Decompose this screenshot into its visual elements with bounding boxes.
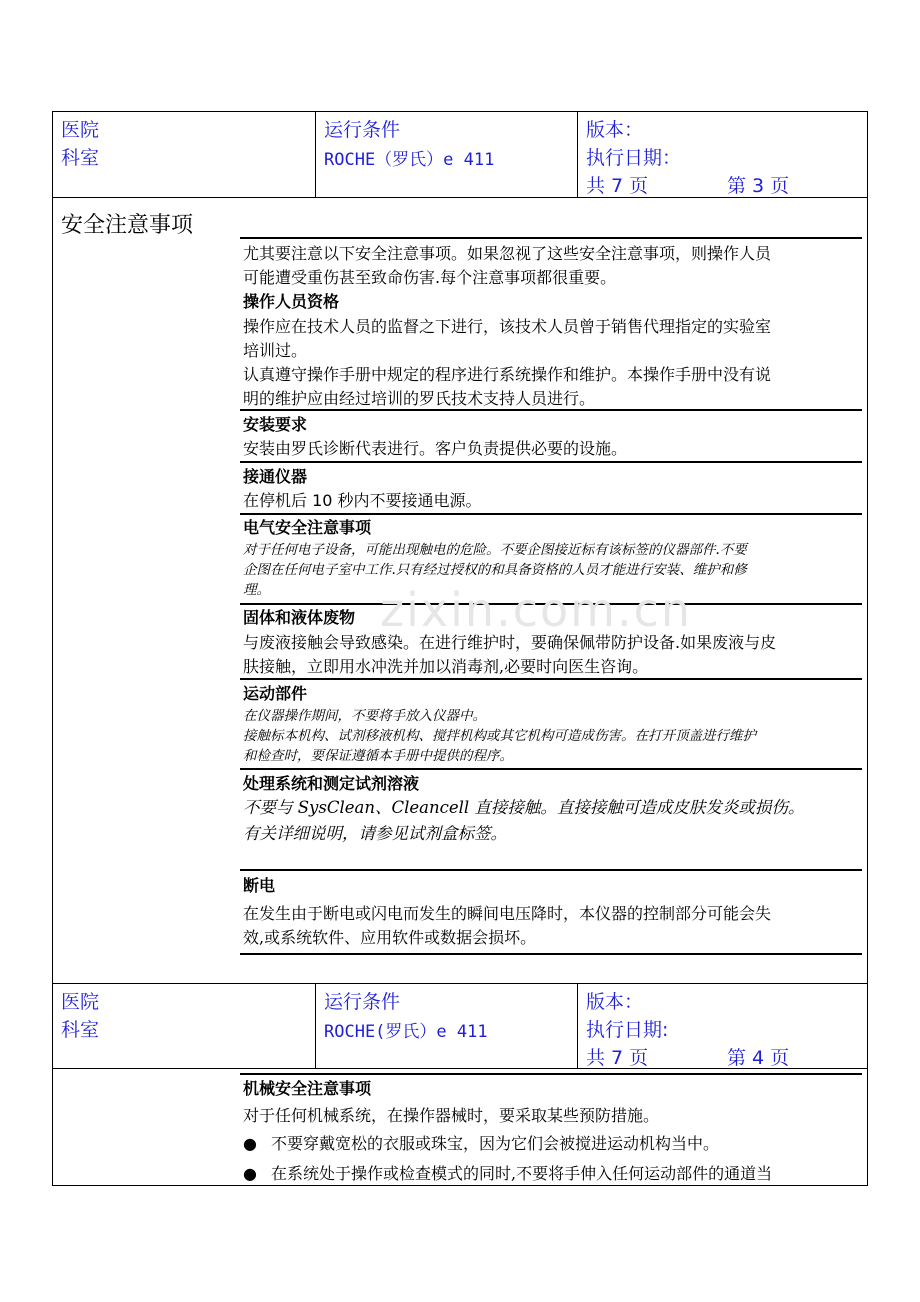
section-title: 安全注意事项 (61, 213, 194, 238)
outage-text (243, 902, 859, 950)
outage-line: 在发生由于断电或闪电而发生的瞬间电压降时，本仪器的控制部分可能会失 (243, 904, 772, 923)
mechanical-bullet: 在系统处于操作或检查模式的同时,不要将手伸入任何运动部件的通道当 (271, 1164, 773, 1183)
divider (240, 953, 862, 955)
install-title: 安装要求 (243, 415, 308, 434)
intro-line: 可能遭受重伤甚至致命伤害.每个注意事项都很重要。 (243, 268, 617, 287)
divider (240, 461, 862, 463)
operator-line: 明的维护应由经过培训的罗氏技术支持人员进行。 (243, 389, 596, 408)
intro-line: 尤其要注意以下安全注意事项。如果忽视了这些安全注意事项，则操作人员 (243, 244, 772, 263)
power-on-text (243, 489, 859, 513)
electric-title: 电气安全注意事项 (243, 518, 372, 537)
power-on-title: 接通仪器 (243, 467, 308, 486)
electric-line: 理。 (243, 582, 270, 598)
moving-line: 和检查时，要保证遵循本手册中提供的程序。 (243, 748, 513, 764)
page-number: 第 3 页 (727, 175, 790, 197)
divider (240, 513, 862, 515)
waste-title: 固体和液体废物 (243, 608, 356, 627)
instrument-name: ROCHE(罗氏）e 411 (324, 1022, 488, 1042)
hospital-label: 医院 (61, 119, 100, 141)
op-condition-label: 运行条件 (324, 991, 401, 1013)
moving-line: 在仪器操作期间，不要将手放入仪器中。 (243, 708, 486, 724)
intro-text (243, 242, 859, 290)
header-table-page-4 (52, 983, 868, 1069)
header-table-page-3 (52, 111, 868, 198)
reagent-title: 处理系统和测定试剂溶液 (243, 774, 420, 793)
instrument-name: ROCHE（罗氏）e 411 (324, 150, 495, 170)
reagent-text (243, 795, 859, 847)
header-cell-version (578, 112, 867, 197)
mechanical-title: 机械安全注意事项 (243, 1079, 372, 1098)
install-line: 安装由罗氏诊断代表进行。客户负责提供必要的设施。 (243, 439, 628, 458)
watermark: zixin.com.cn (380, 583, 693, 637)
department-label: 科室 (61, 147, 100, 169)
power-on-line: 在停机后 10 秒内不要接通电源。 (243, 491, 482, 510)
operator-title: 操作人员资格 (243, 292, 340, 311)
department-label: 科室 (61, 1019, 100, 1041)
operator-line: 培训过。 (243, 341, 308, 360)
exec-date-label: 执行日期: (586, 1019, 669, 1041)
op-condition-label: 运行条件 (324, 119, 401, 141)
operator-line: 操作应在技术人员的监督之下进行，该技术人员曾于销售代理指定的实验室 (243, 317, 772, 336)
version-label: 版本： (586, 119, 644, 141)
waste-line: 与废液接触会导致感染。在进行维护时，要确保佩带防护设备.如果废液与皮 (243, 633, 777, 652)
waste-text (243, 631, 859, 679)
operator-text (243, 315, 859, 411)
divider (240, 409, 862, 411)
moving-line: 接触标本机构、试剂移液机构、搅拌机构或其它机构可造成伤害。在打开顶盖进行维护 (243, 728, 756, 744)
total-pages: 共 7 页 (586, 175, 649, 197)
outage-line: 效,或系统软件、应用软件或数据会损坏。 (243, 928, 537, 947)
bullet-dot-icon: ● (243, 1164, 257, 1183)
divider (240, 1073, 862, 1075)
divider (240, 768, 862, 770)
hospital-label: 医院 (61, 991, 100, 1013)
mechanical-bullet: 不要穿戴宽松的衣服或珠宝，因为它们会被搅进运动机构当中。 (271, 1134, 720, 1153)
header-cell-condition (316, 984, 578, 1068)
exec-date-label: 执行日期： (586, 147, 682, 169)
bullet-dot-icon: ● (243, 1134, 257, 1153)
header-cell-condition (316, 112, 578, 197)
waste-line: 肤接触，立即用水冲洗并加以消毒剂,必要时向医生咨询。 (243, 657, 649, 676)
version-label: 版本： (586, 991, 644, 1013)
operator-line: 认真遵守操作手册中规定的程序进行系统操作和维护。本操作手册中没有说 (243, 365, 772, 384)
page-number: 第 4 页 (727, 1047, 790, 1069)
electric-line: 对于任何电子设备，可能出现触电的危险。不要企图接近标有该标签的仪器部件.不要 (243, 542, 747, 558)
reagent-line: 不要与 SysClean、Cleancell 直接接触。直接接触可造成皮肤发炎或损伤。 (243, 798, 805, 817)
divider (240, 237, 862, 239)
divider (240, 678, 862, 680)
header-cell-hospital (53, 112, 316, 197)
mechanical-intro: 对于任何机械系统，在操作器械时，要采取某些预防措施。 (243, 1106, 660, 1125)
reagent-line: 有关详细说明，请参见试剂盒标签。 (243, 824, 507, 843)
outage-title: 断电 (243, 876, 276, 895)
install-text (243, 437, 859, 461)
total-pages: 共 7 页 (586, 1047, 649, 1069)
header-cell-hospital (53, 984, 316, 1068)
divider (240, 869, 862, 871)
moving-text (243, 706, 859, 766)
header-cell-version (578, 984, 867, 1068)
electric-line: 企图在任何电子室中工作.只有经过授权的和具备资格的人员才能进行安装、维护和修 (243, 562, 747, 578)
moving-title: 运动部件 (243, 684, 308, 703)
